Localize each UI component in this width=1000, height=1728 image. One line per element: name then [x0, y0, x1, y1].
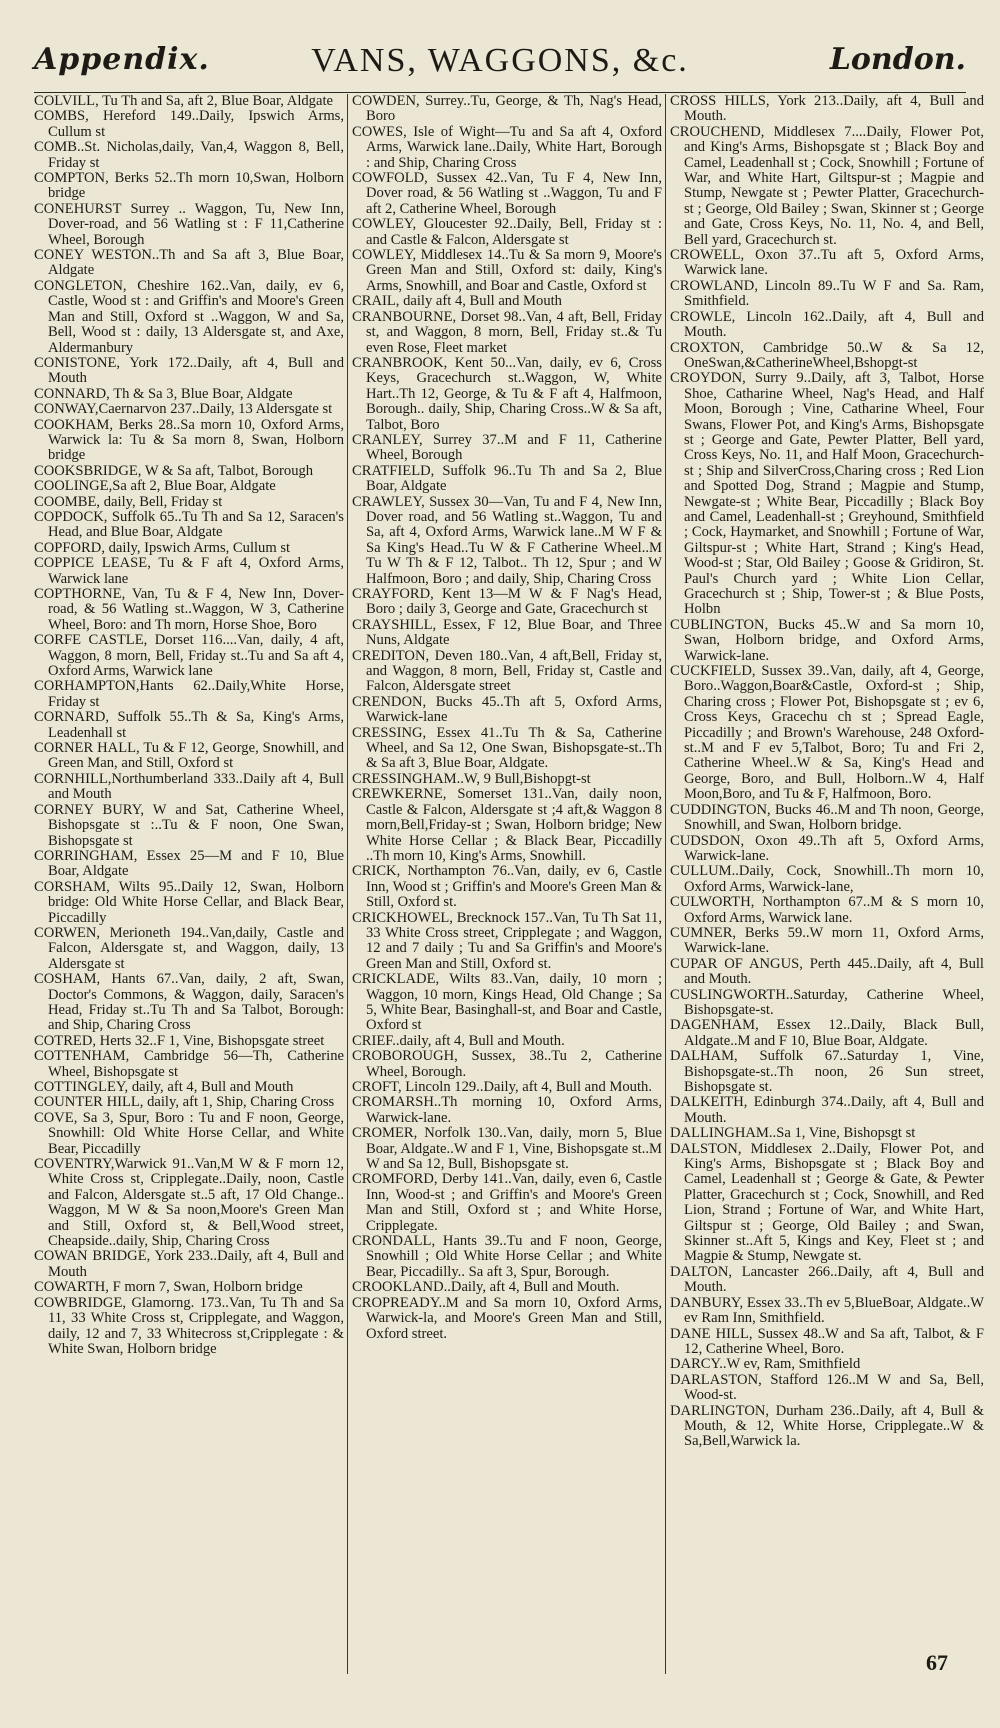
directory-entry: CORRINGHAM, Essex 25—M and F 10, Blue Boar, Aldgate [34, 847, 344, 880]
directory-entry: COWDEN, Surrey..Tu, George, & Th, Nag's Head, Boro [352, 94, 662, 125]
directory-entry: CROYDON, Surry 9..Daily, aft 3, Talbot, Horse Shoe, Catharine Wheel, Nag's Head, and Half Moon, Borough ; Vine, Catharine Wheel, Four Swans, Flower Pot, and King's Arms, Bishopsgate st ; George and Gate, Pewter Platter, Bell yard, Cross Keys, No. 11, and Half Moon, Gracechurch-st ; Ship and SilverCross,Charing cross ; Red Lion and Spotted Dog, Strand ; Magpie and Stump, Newgate-st ; White Bear, Piccadilly ; Black Boy and Camel, Leadenhall-st ; Greyhound, Smithfield ; Cock, Haymarket, and Snowhill ; Fortune of War, Giltspur-st ; White Hart, Strand ; King's Head, Wood-st ; Star, Old Bailey ; Goose & Gridiron, St. Paul's Church yard ; White Lion Cellar, Gracechurch st ; Ship, Tower-st ; & Blue Posts, Holbn [670, 370, 984, 618]
directory-entry: COTRED, Herts 32..F 1, Vine, Bishopsgate street [34, 1032, 325, 1049]
directory-entry: CROMFORD, Derby 141..Van, daily, even 6, Castle Inn, Wood-st ; and Griffin's and Moore's Green Man and Still, Oxford st ; and White Horse, Cripplegate. [352, 1171, 662, 1234]
directory-entry: DARCY..W ev, Ram, Smithfield [670, 1356, 861, 1373]
directory-entry: COPDOCK, Suffolk 65..Tu Th and Sa 12, Saracen's Head, and Blue Boar, Aldgate [34, 508, 344, 541]
directory-entry: CUCKFIELD, Sussex 39..Van, daily, aft 4, George, Boro..Waggon,Boar&Castle, Oxford-st ; Ship, Charing cross ; Flower Pot, Bishopsgate st ; ev 6, Cross Keys, Gracechu ch st ; Spread Eagle, Piccadilly ; and Brown's Warehouse, 248 Oxford-st..M and F ev 5,Talbot, Boro; Tu and Fri 2, Catherine Wheel..W & Sa, King's Head and George, Boro, and Bull, Holborn..W 4, Half Moon,Boro, and Tu & F, Halfmoon, Boro. [670, 663, 984, 803]
directory-entry: CORNER HALL, Tu & F 12, George, Snowhill, and Green Man, and Still, Oxford st [34, 740, 344, 772]
directory-entry: COPPICE LEASE, Tu & F aft 4, Oxford Arms, Warwick lane [34, 555, 344, 587]
column-divider [347, 94, 348, 1674]
directory-entry: COPTHORNE, Van, Tu & F 4, New Inn, Dover-road, & 56 Watling st..Waggon, W 3, Catherine Wheel, Boro: and Th morn, Horse Shoe, Boro [34, 586, 344, 633]
directory-entry: COWFOLD, Sussex 42..Van, Tu F 4, New Inn, Dover road, & 56 Watling st ..Waggon, Tu and F aft 2, Catherine Wheel, Borough [352, 170, 662, 217]
directory-entry: CRAYFORD, Kent 13—M W & F Nag's Head, Boro ; daily 3, George and Gate, Gracechurch st [352, 586, 662, 618]
directory-entry: COVE, Sa 3, Spur, Boro : Tu and F noon, George, Snowhill: Old White Horse Cellar, and White Bear, Piccadilly [34, 1109, 344, 1157]
directory-entry: DALHAM, Suffolk 67..Saturday 1, Vine, Bishopsgate-st..Th noon, 26 Sun street, Bishopsgate st. [670, 1048, 984, 1095]
directory-entry: COLVILL, Tu Th and Sa, aft 2, Blue Boar, Aldgate [34, 94, 333, 109]
directory-entry: COWES, Isle of Wight—Tu and Sa aft 4, Oxford Arms, Warwick lane..Daily, White Hart, Borough : and Ship, Charing Cross [352, 123, 662, 171]
entry-columns [34, 94, 990, 1674]
directory-entry: CRANBROOK, Kent 50...Van, daily, ev 6, Cross Keys, Gracechurch st..Waggon, W, White Hart..Th 12, George, & Tu & F aft 4, Halfmoon, Borough.. daily, Ship, Charing Cross..W & Sa aft, Talbot, Boro [352, 354, 662, 433]
directory-entry: CRESSINGHAM..W, 9 Bull,Bishopgt-st [352, 770, 591, 787]
directory-entry: CROWLAND, Lincoln 89..Tu W F and Sa. Ram, Smithfield. [670, 277, 984, 310]
directory-entry: CRAYSHILL, Essex, F 12, Blue Boar, and Three Nuns, Aldgate [352, 616, 662, 649]
directory-entry: COOLINGE,Sa aft 2, Blue Boar, Aldgate [34, 478, 276, 495]
column-divider [665, 94, 666, 1674]
directory-entry: CREWKERNE, Somerset 131..Van, daily noon, Castle & Falcon, Aldersgate st ;4 aft,& Waggon 8 morn,Bell,Friday-st ; Swan, Holborn bridge; New White Horse Cellar ; & Black Bear, Piccadilly ..Th morn 10, King's Arms, Snowhill. [352, 786, 662, 864]
directory-entry: CORSHAM, Wilts 95..Daily 12, Swan, Holborn bridge: Old White Horse Cellar, and Black Bear, Piccadilly [34, 878, 344, 926]
directory-entry: DALLINGHAM..Sa 1, Vine, Bishopsgt st [670, 1125, 916, 1142]
directory-entry: DALSTON, Middlesex 2..Daily, Flower Pot, and King's Arms, Bishopsgate st ; Black Boy and Camel, Leadenhall st ; George & Gate, & Pewter Platter, Gracechurch st ; Cock, Snowhill, and Red Lion, Strand ; Fortune of War, and White Hart, Giltspur st ; George, Old Bailey ; and Swan, Skinner st..Aft 5, Kings and Key, Fleet st ; and Magpie & Stump, Newgate st. [670, 1140, 984, 1265]
directory-entry: CORNHILL,Northumberland 333..Daily aft 4, Bull and Mouth [34, 770, 344, 803]
directory-entry: CORNEY BURY, W and Sat, Catherine Wheel, Bishopsgate st :..Tu & F noon, One Swan, Bishopsgate st [34, 801, 344, 849]
directory-entry: CROPREADY..M and Sa morn 10, Oxford Arms, Warwick-la, and Moore's Green Man and Still, Oxford street. [352, 1294, 662, 1342]
directory-entry: DALKEITH, Edinburgh 374..Daily, aft 4, Bull and Mouth. [670, 1094, 984, 1126]
directory-entry: CRANLEY, Surrey 37..M and F 11, Catherine Wheel, Borough [352, 431, 662, 464]
directory-entry: CORFE CASTLE, Dorset 116....Van, daily, 4 aft, Waggon, 8 morn, Bell, Friday st..Tu and Sa aft 4, Oxford Arms, Warwick lane [34, 632, 344, 680]
directory-entry: CUPAR OF ANGUS, Perth 445..Daily, aft 4, Bull and Mouth. [670, 955, 984, 988]
directory-entry: CROMARSH..Th morning 10, Oxford Arms, Warwick-lane. [352, 1094, 662, 1126]
running-head-right: London. [829, 42, 966, 77]
column-3 [670, 94, 984, 1674]
directory-entry: COWLEY, Gloucester 92..Daily, Bell, Friday st : and Castle & Falcon, Aldersgate st [352, 216, 662, 248]
directory-entry: COSHAM, Hants 67..Van, daily, 2 aft, Swan, Doctor's Commons, & Waggon, daily, Saracen's Head, Friday st..Tu Th and Sa Talbot, Borough: and Ship, Charing Cross [34, 971, 344, 1034]
page-number: 67 [926, 1650, 948, 1675]
directory-entry: CRICKHOWEL, Brecknock 157..Van, Tu Th Sat 11, 33 White Cross street, Cripplegate ; and Waggon, 12 and 7 daily ; Tu and Sa Griffin's and Moore's Green Man and Still, Oxford st. [352, 909, 662, 972]
directory-entry: CREDITON, Deven 180..Van, 4 aft,Bell, Friday st, and Waggon, 8 morn, Bell, Friday st, Castle and Falcon, Aldersgate street [352, 647, 662, 695]
directory-entry: CRAIL, daily aft 4, Bull and Mouth [352, 293, 562, 310]
directory-entry: COPFORD, daily, Ipswich Arms, Cullum st [34, 539, 291, 556]
directory-entry: COMB..St. Nicholas,daily, Van,4, Waggon 8, Bell, Friday st [34, 139, 344, 171]
directory-entry: DALTON, Lancaster 266..Daily, aft 4, Bull and Mouth. [670, 1263, 984, 1296]
directory-entry: CROWELL, Oxon 37..Tu aft 5, Oxford Arms, Warwick lane. [670, 247, 984, 279]
running-head-title: VANS, WAGGONS, &c. [311, 42, 689, 79]
directory-entry: CRICK, Northampton 76..Van, daily, ev 6, Castle Inn, Wood st ; Griffin's and Moore's Green Man & Still, Oxford st. [352, 863, 662, 911]
directory-entry: CONNARD, Th & Sa 3, Blue Boar, Aldgate [34, 385, 293, 402]
column-1 [34, 94, 344, 1674]
directory-entry: CROOKLAND..Daily, aft 4, Bull and Mouth. [352, 1279, 620, 1296]
directory-entry: CROXTON, Cambridge 50..W & Sa 12, OneSwan,&CatherineWheel,Bshopgt-st [670, 339, 984, 371]
directory-entry: CULWORTH, Northampton 67..M & S morn 10, Oxford Arms, Warwick lane. [670, 894, 984, 926]
directory-entry: CUSLINGWORTH..Saturday, Catherine Wheel, Bishopsgate-st. [670, 986, 984, 1018]
directory-entry: DANE HILL, Sussex 48..W and Sa aft, Talbot, & F 12, Catherine Wheel, Boro. [670, 1325, 984, 1357]
directory-entry: DANBURY, Essex 33..Th ev 5,BlueBoar, Aldgate..W ev Ram Inn, Smithfield. [670, 1294, 984, 1327]
directory-entry: CROFT, Lincoln 129..Daily, aft 4, Bull and Mouth. [352, 1079, 652, 1095]
directory-entry: CRICKLADE, Wilts 83..Van, daily, 10 morn ; Waggon, 10 morn, Kings Head, Old Change ; Sa 5, White Bear, Basinghall-st, and Boar and Castle, Oxford st [352, 971, 662, 1034]
directory-entry: COOMBE, daily, Bell, Friday st [34, 493, 223, 510]
directory-entry: CONGLETON, Cheshire 162..Van, daily, ev 6, Castle, Wood st : and Griffin's and Moore's Green Man and Still, Oxford st ..Waggon, W and Sa, Bell, Wood st : daily, 13 Aldersgate st, and Axe, Aldermanbury [34, 277, 344, 356]
directory-entry: CROWLE, Lincoln 162..Daily, aft 4, Bull and Mouth. [670, 308, 984, 341]
directory-entry: DAGENHAM, Essex 12..Daily, Black Bull, Aldgate..M and F 10, Blue Boar, Aldgate. [670, 1017, 984, 1049]
directory-entry: CROUCHEND, Middlesex 7....Daily, Flower Pot, and King's Arms, Bishopsgate st ; Black Boy and Camel, Leadenhall st ; Cock, Snowhill ; Fortune of War, and White Hart, Giltspur-st ; Magpie and Stump, Newgate st ; Pewter Platter, Gracechurch-st ; George, Old Bailey ; Swan, Skinner st ; George and Gate, Cross Keys, No. 11, No. 4, and Bell, Bell yard, Gracechurch st. [670, 123, 984, 248]
directory-entry: COWARTH, F morn 7, Swan, Holborn bridge [34, 1279, 303, 1296]
directory-entry: CROMER, Norfolk 130..Van, daily, morn 5, Blue Boar, Aldgate..W and F 1, Vine, Bishopsgate st..M W and Sa 12, Bull, Bishopsgate st. [352, 1125, 662, 1173]
directory-entry: CULLUM..Daily, Cock, Snowhill..Th morn 10, Oxford Arms, Warwick-lane, [670, 863, 984, 895]
directory-entry: CROSS HILLS, York 213..Daily, aft 4, Bull and Mouth. [670, 94, 984, 125]
directory-entry: COOKSBRIDGE, W & Sa aft, Talbot, Borough [34, 462, 314, 479]
directory-entry: CORNARD, Suffolk 55..Th & Sa, King's Arms, Leadenhall st [34, 709, 344, 741]
directory-entry: CRAWLEY, Sussex 30—Van, Tu and F 4, New Inn, Dover road, and 56 Watling st..Waggon, Tu and Sa, aft 4, Oxford Arms, Warwick lane..M W F & Sa King's Head..Tu W & F Catherine Wheel..M Tu W Th & F 12, Talbot.. Th 12, Spur ; and W Halfmoon, Boro ; and daily, Ship, Charing Cross [352, 493, 662, 587]
directory-entry: COWLEY, Middlesex 14..Tu & Sa morn 9, Moore's Green Man and Still, Oxford st: daily, King's Arms, Snowhill, and Boar and Castle, Oxford st [352, 247, 662, 294]
directory-entry: CUDDINGTON, Bucks 46..M and Th noon, George, Snowhill, and Swan, Holborn bridge. [670, 801, 984, 834]
directory-entry: CONWAY,Caernarvon 237..Daily, 13 Aldersgate st [34, 401, 333, 418]
directory-entry: CRONDALL, Hants 39..Tu and F noon, George, Snowhill ; Old White Horse Cellar ; and White Bear, Piccadilly.. Sa aft 3, Spur, Borough. [352, 1233, 662, 1280]
directory-entry: CRIEF..daily, aft 4, Bull and Mouth. [352, 1032, 565, 1049]
directory-entry: CRESSING, Essex 41..Tu Th & Sa, Catherine Wheel, and Sa 12, One Swan, Bishopsgate-st..Th & Sa aft 3, Blue Boar, Aldgate. [352, 724, 662, 772]
directory-entry: COWBRIDGE, Glamorng. 173..Van, Tu Th and Sa 11, 33 White Cross st, Cripplegate, and Waggon, daily, 12 and 7, 33 Whitecross st,Cripplegate : & White Swan, Holborn bridge [34, 1294, 344, 1357]
directory-entry: DARLASTON, Stafford 126..M W and Sa, Bell, Wood-st. [670, 1371, 984, 1404]
directory-entry: CORWEN, Merioneth 194..Van,daily, Castle and Falcon, Aldersgate st, and Waggon, daily, 13 Aldersgate st [34, 924, 344, 972]
column-2 [352, 94, 662, 1674]
directory-entry: COOKHAM, Berks 28..Sa morn 10, Oxford Arms, Warwick la: Tu & Sa morn 8, Swan, Holborn bridge [34, 416, 344, 464]
directory-entry: CONEY WESTON..Th and Sa aft 3, Blue Boar, Aldgate [34, 247, 344, 279]
directory-entry: DARLINGTON, Durham 236..Daily, aft 4, Bull & Mouth, & 12, White Horse, Cripplegate..W & Sa,Bell,Warwick la. [670, 1402, 984, 1450]
directory-entry: CUBLINGTON, Bucks 45..W and Sa morn 10, Swan, Holborn bridge, and Oxford Arms, Warwick-lane. [670, 616, 984, 664]
directory-entry: COTTINGLEY, daily, aft 4, Bull and Mouth [34, 1079, 294, 1095]
directory-entry: CONISTONE, York 172..Daily, aft 4, Bull and Mouth [34, 354, 344, 387]
directory-entry: COVENTRY,Warwick 91..Van,M W & F morn 12, White Cross st, Cripplegate..Daily, noon, Castle and Falcon, Aldersgate st..5 aft, 17 Old Change.. Waggon, M W & Sa noon,Moore's Green Man and Still, Oxford st, & Bell,Wood street, Cheapside..daily, Ship, Charing Cross [34, 1156, 344, 1250]
directory-entry: CONEHURST Surrey .. Waggon, Tu, New Inn, Dover-road, and 56 Watling st : F 11,Catherine Wheel, Borough [34, 200, 344, 248]
directory-entry: CORHAMPTON,Hants 62..Daily,White Horse, Friday st [34, 678, 344, 710]
directory-entry: COMPTON, Berks 52..Th morn 10,Swan, Holborn bridge [34, 170, 344, 202]
directory-entry: CRATFIELD, Suffolk 96..Tu Th and Sa 2, Blue Boar, Aldgate [352, 462, 662, 495]
directory-entry: COTTENHAM, Cambridge 56—Th, Catherine Wheel, Bishopsgate st [34, 1048, 344, 1080]
directory-entry: CRENDON, Bucks 45..Th aft 5, Oxford Arms, Warwick-lane [352, 693, 662, 726]
running-head-left: Appendix. [34, 42, 210, 77]
directory-entry: COMBS, Hereford 149..Daily, Ipswich Arms, Cullum st [34, 108, 344, 140]
directory-entry: CRANBOURNE, Dorset 98..Van, 4 aft, Bell, Friday st, and Waggon, 8 morn, Bell, Friday st..& Tu even Rose, Fleet market [352, 308, 662, 356]
directory-entry: CUMNER, Berks 59..W morn 11, Oxford Arms, Warwick-lane. [670, 924, 984, 957]
directory-entry: COWAN BRIDGE, York 233..Daily, aft 4, Bull and Mouth [34, 1248, 344, 1280]
directory-entry: CUDSDON, Oxon 49..Th aft 5, Oxford Arms, Warwick-lane. [670, 832, 984, 864]
directory-entry: COUNTER HILL, daily, aft 1, Ship, Charing Cross [34, 1094, 335, 1111]
page-header [34, 40, 966, 93]
directory-entry: CROBOROUGH, Sussex, 38..Tu 2, Catherine Wheel, Borough. [352, 1048, 662, 1080]
